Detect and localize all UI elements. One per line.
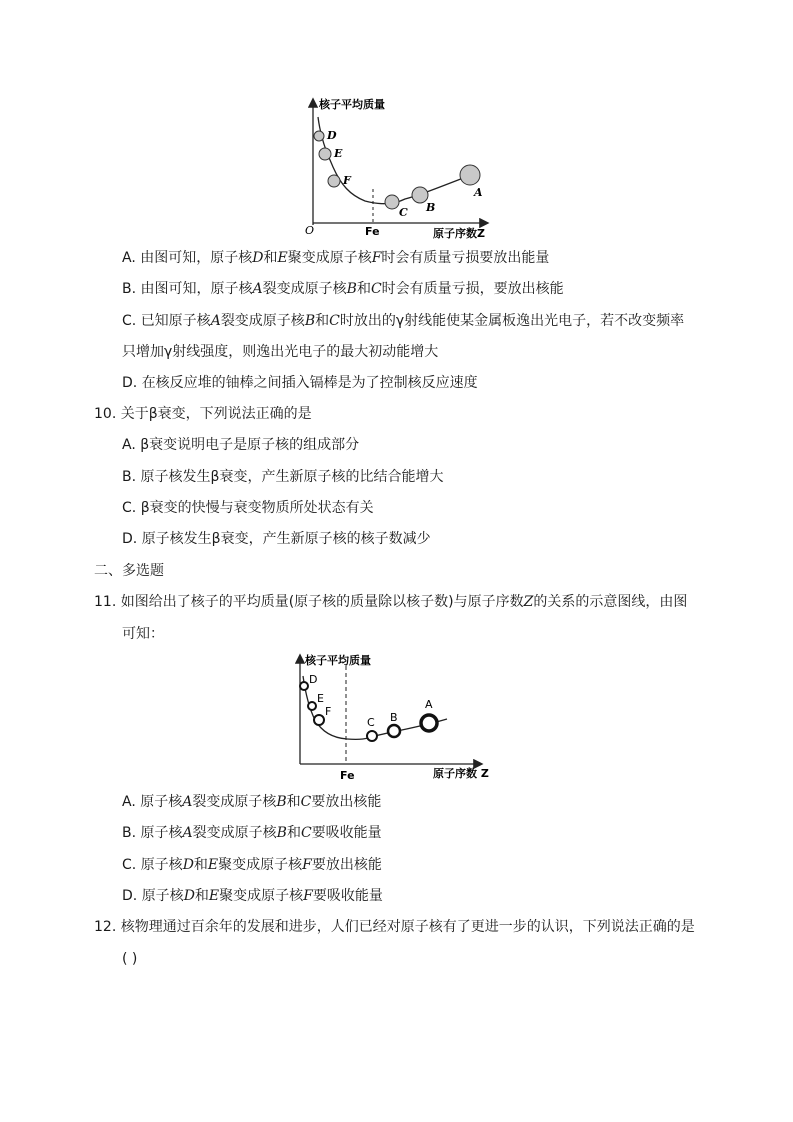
y-axis-label: 核子平均质量 — [305, 654, 371, 667]
point-c — [367, 731, 377, 741]
q9-option-b: B. 由图可知，原子核A裂变成原子核B和C时会有质量亏损，要放出核能 — [122, 281, 564, 297]
q10-option-a: A. β衰变说明电子是原子核的组成部分 — [122, 437, 360, 453]
point-d — [300, 682, 308, 690]
figure-1-graph — [305, 95, 505, 240]
point-e-label: E — [317, 692, 324, 705]
point-e-label: E — [334, 147, 343, 160]
point-a — [421, 715, 437, 731]
q11-option-d: D. 原子核D和E聚变成原子核F要吸收能量 — [122, 888, 383, 904]
point-a-label: A — [474, 186, 483, 199]
point-f — [328, 175, 340, 187]
q9-option-d: D. 在核反应堆的铀棒之间插入镉棒是为了控制核反应速度 — [122, 375, 478, 391]
q10-option-d: D. 原子核发生β衰变，产生新原子核的核子数减少 — [122, 531, 431, 547]
q11-stem-line2: 可知： — [122, 626, 164, 642]
point-a-label: A — [425, 698, 433, 711]
figure-2-graph — [295, 652, 495, 782]
point-f-label: F — [325, 705, 332, 718]
x-axis-label: 原子序数Z — [433, 227, 485, 240]
q9-option-a: A. 由图可知，原子核D和E聚变成原子核F时会有质量亏损要放出能量 — [122, 250, 550, 266]
mass-curve — [318, 117, 471, 204]
q9-option-c-line2: 只增加γ射线强度，则逸出光电子的最大初动能增大 — [122, 344, 439, 360]
point-c-label: C — [367, 716, 375, 729]
point-f — [314, 715, 324, 725]
section-heading: 二、多选题 — [94, 563, 164, 579]
fe-label: Fe — [365, 225, 380, 238]
point-b-label: B — [426, 201, 436, 214]
point-c-label: C — [399, 206, 408, 219]
origin-label: O — [305, 224, 315, 237]
point-d-label: D — [327, 129, 337, 142]
q11-option-c: C. 原子核D和E聚变成原子核F要放出核能 — [122, 857, 382, 873]
point-b — [388, 725, 400, 737]
y-axis-label: 核子平均质量 — [319, 98, 385, 111]
point-a — [460, 165, 480, 185]
q12-stem: 12. 核物理通过百余年的发展和进步，人们已经对原子核有了更进一步的认识，下列说法正确的是 — [94, 919, 695, 935]
q10-option-b: B. 原子核发生β衰变，产生新原子核的比结合能增大 — [122, 469, 444, 485]
q11-stem: 11. 如图给出了核子的平均质量(原子核的质量除以核子数)与原子序数Z的关系的示意图线，由图 — [94, 594, 688, 610]
q12-answer-paren: ( ) — [122, 951, 138, 967]
point-c — [385, 195, 399, 209]
point-e — [308, 702, 316, 710]
q10-stem: 10. 关于β衰变，下列说法正确的是 — [94, 406, 312, 422]
q9-option-c: C. 已知原子核A裂变成原子核B和C时放出的γ射线能使某金属板逸出光电子，若不改变频率 — [122, 313, 685, 329]
point-e — [319, 148, 331, 160]
point-b-label: B — [390, 711, 398, 724]
q11-option-b: B. 原子核A裂变成原子核B和C要吸收能量 — [122, 825, 382, 841]
point-d — [314, 131, 324, 141]
point-f-label: F — [343, 174, 351, 187]
x-axis-label: 原子序数 Z — [433, 767, 489, 780]
q10-option-c: C. β衰变的快慢与衰变物质所处状态有关 — [122, 500, 374, 516]
q11-option-a: A. 原子核A裂变成原子核B和C要放出核能 — [122, 794, 382, 810]
fe-label: Fe — [340, 769, 355, 782]
point-d-label: D — [309, 673, 318, 686]
